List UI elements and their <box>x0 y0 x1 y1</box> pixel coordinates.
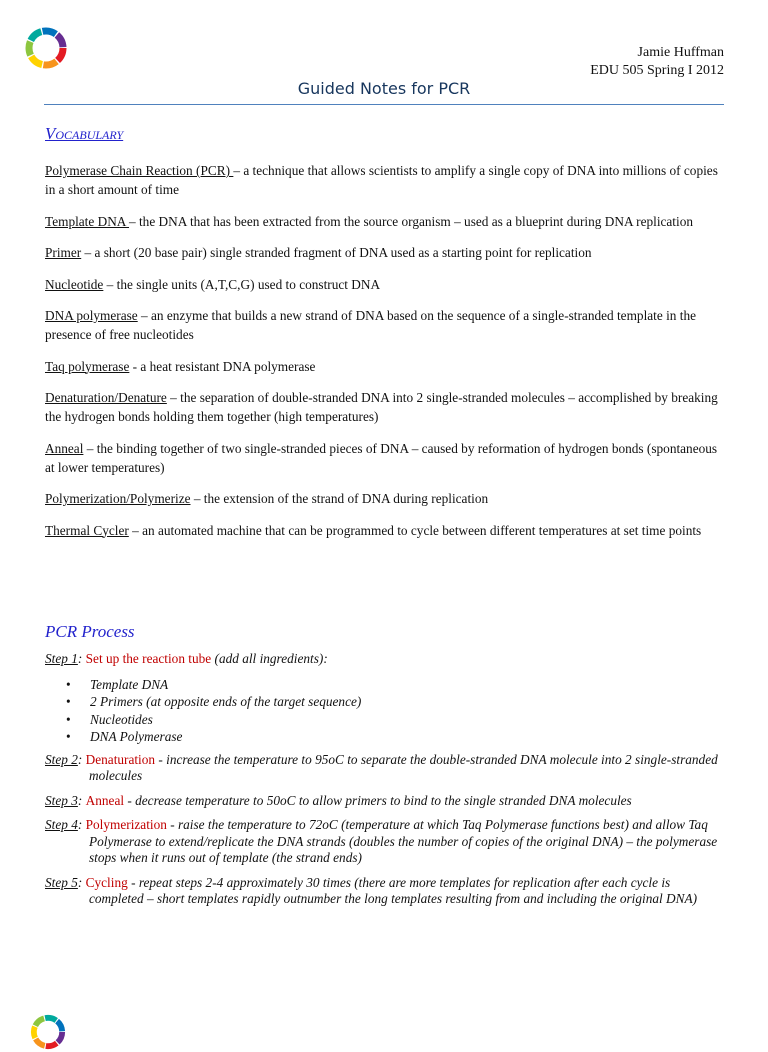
vocab-entry-primer <box>45 243 725 262</box>
step-name: Denaturation <box>85 751 156 767</box>
circular-ring-logo-icon <box>28 1012 68 1052</box>
step-2: Step 2: Denaturation - increase the temperature to 95oC to separate the double-stranded DNA molecule into 2 single-stranded molecules <box>45 751 718 783</box>
vocab-entry-polymerization <box>45 489 725 508</box>
step-name: Cycling <box>85 874 128 890</box>
vocab-entry-pcr <box>45 161 725 199</box>
page-title: Guided Notes for PCR <box>297 79 471 98</box>
vocab-definition: – an automated machine that can be programmed to cycle between different temperatures at set time points <box>128 522 702 538</box>
vocab-entry-denaturation <box>45 388 725 426</box>
vocab-term: Template DNA <box>45 213 130 229</box>
bullet-icon: • <box>66 694 71 709</box>
vocab-entry-taq-polymerase <box>45 357 725 376</box>
step-name: Set up the reaction tube <box>85 651 212 666</box>
vocab-term: Polymerization/Polymerize <box>45 491 191 506</box>
vocabulary-list <box>45 161 725 552</box>
step-label: Step 2 <box>45 751 78 767</box>
ingredient-list <box>45 676 725 746</box>
vocab-term: Thermal Cycler <box>45 522 129 538</box>
step-name: Anneal <box>85 792 125 808</box>
bullet-icon: • <box>66 729 71 744</box>
circular-ring-logo-icon <box>22 24 70 72</box>
vocab-term: Polymerase Chain Reaction (PCR) <box>45 163 234 178</box>
step-label: Step 4 <box>45 817 78 832</box>
step-description: (add all ingredients): <box>211 651 328 666</box>
step-description: - decrease temperature to 50oC to allow primers to bind to the single stranded DNA molecules <box>124 792 632 808</box>
vocab-definition: – the separation of double-stranded DNA into 2 single-stranded molecules – accomplished by breaking the hydrogen bonds holding them together (high temperatures) <box>45 390 718 424</box>
step-name: Polymerization <box>85 817 167 832</box>
pcr-process-heading: PCR Process <box>45 622 135 641</box>
vocab-definition: – an enzyme that builds a new strand of DNA based on the sequence of a single-stranded template in the presence of free nucleotides <box>45 308 697 342</box>
vocab-definition: – the single units (A,T,C,G) used to construct DNA <box>103 276 381 292</box>
vocabulary-heading: Vocabulary <box>45 124 124 143</box>
bullet-icon: • <box>66 711 71 727</box>
author-block <box>590 44 724 80</box>
vocab-definition: – a short (20 base pair) single stranded fragment of DNA used as a starting point for replication <box>81 245 592 260</box>
pcr-process-steps <box>45 651 725 916</box>
vocab-entry-nucleotide <box>45 275 725 294</box>
step-4: Step 4: Polymerization - raise the temperature to 72oC (temperature at which Taq Polymerase functions best) and allow Taq Polymerase to extend/replicate the DNA strands (doubles the number of copies of the original DNA) – the polymerase stops when it runs out of template (the strand ends) <box>45 817 718 865</box>
vocab-term: Denaturation/Denature <box>45 390 167 405</box>
course-name: EDU 505 Spring I 2012 <box>590 63 724 78</box>
vocab-term: DNA polymerase <box>45 308 138 323</box>
list-item: • 2 Primers (at opposite ends of the target sequence) <box>66 694 362 709</box>
vocab-definition: - a heat resistant DNA polymerase <box>129 358 316 374</box>
vocab-definition: – the binding together of two single-stranded pieces of DNA – caused by reformation of hydrogen bonds (spontaneous at lower temperatures) <box>45 440 718 475</box>
vocab-term: Nucleotide <box>45 276 104 292</box>
step-description: - increase the temperature to 95oC to separate the double-stranded DNA molecule into 2 single-stranded molecules <box>89 751 718 783</box>
list-item: • Nucleotides <box>66 711 153 727</box>
step-description: - repeat steps 2-4 approximately 30 times (there are more templates for replication after each cycle is completed – short templates rapidly outnumber the long templates resulting from and including the original DNA) <box>89 874 698 906</box>
author-name: Jamie Huffman <box>637 45 724 60</box>
vocab-entry-dna-polymerase <box>45 306 725 344</box>
vocab-term: Primer <box>45 245 82 260</box>
list-item: • Template DNA <box>66 676 169 692</box>
step-label: Step 1 <box>45 651 78 666</box>
vocab-definition: – the extension of the strand of DNA during replication <box>190 491 489 506</box>
title-divider <box>44 104 724 105</box>
step-description: - raise the temperature to 72oC (temperature at which Taq Polymerase functions best) and allow Taq Polymerase to extend/replicate the DNA strands (doubles the number of copies of the original DNA) – the polymerase stops when it runs out of template (the strand ends) <box>89 817 718 865</box>
step-label: Step 3 <box>45 792 78 808</box>
vocab-definition: – a technique that allows scientists to amplify a single copy of DNA into millions of copies in a short amount of time <box>45 163 718 197</box>
vocab-term: Taq polymerase <box>45 358 130 374</box>
vocab-term: Anneal <box>45 440 84 456</box>
vocab-entry-template-dna <box>45 212 725 231</box>
list-item: • DNA Polymerase <box>66 729 183 744</box>
bullet-icon: • <box>66 676 71 692</box>
step-label: Step 5 <box>45 874 78 890</box>
vocab-entry-anneal <box>45 439 725 477</box>
step-3: Step 3: Anneal - decrease temperature to 50oC to allow primers to bind to the single stranded DNA molecules <box>45 792 632 808</box>
vocab-definition: – the DNA that has been extracted from the source organism – used as a blueprint during DNA replication <box>129 213 693 229</box>
vocab-entry-thermal-cycler <box>45 521 725 540</box>
step-1: Step 1: Set up the reaction tube (add all ingredients): <box>45 651 328 666</box>
step-5: Step 5: Cycling - repeat steps 2-4 approximately 30 times (there are more templates for replication after each cycle is completed – short templates rapidly outnumber the long templates resulting from and including the original DNA) <box>45 874 698 906</box>
